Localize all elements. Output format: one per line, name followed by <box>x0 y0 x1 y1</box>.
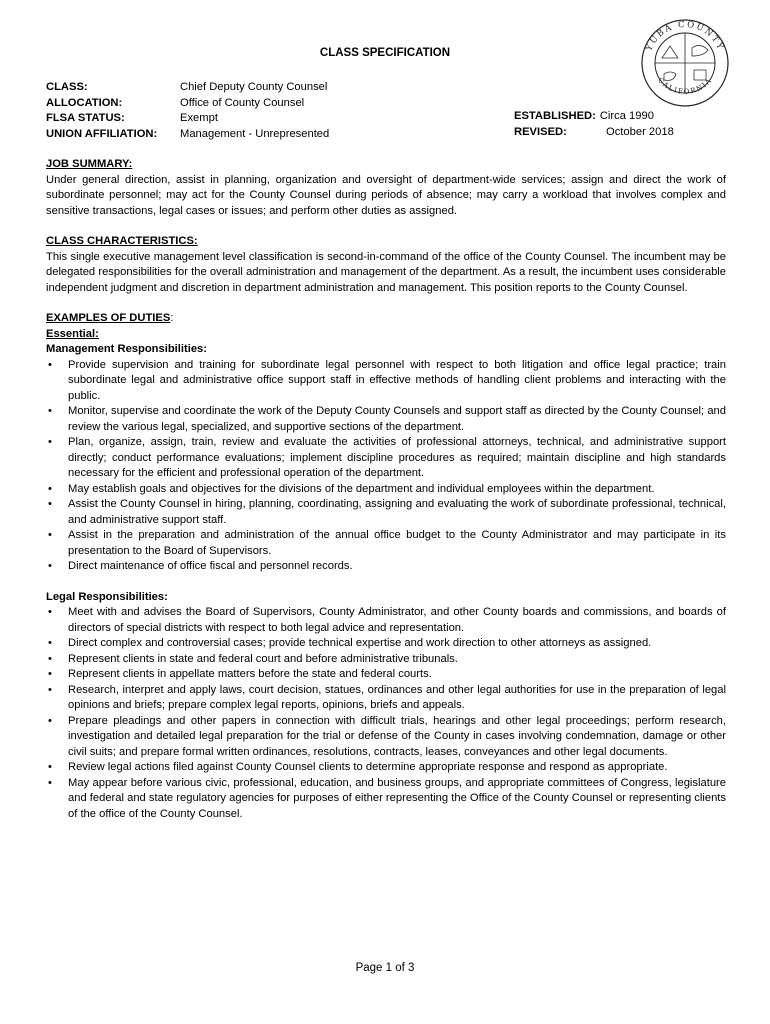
bullet-icon: • <box>48 668 52 680</box>
list-item: • Assist in the preparation and administration of the annual office budget to the County Administrator and may participate in its presentation to the Board of Supervisors. <box>48 529 726 557</box>
bullet-icon: • <box>48 560 52 572</box>
legal-heading: Legal Responsibilities: <box>46 590 168 603</box>
bullet-icon: • <box>48 529 52 541</box>
page-number: Page 1 of 3 <box>355 962 415 974</box>
bullet-icon: • <box>48 761 52 773</box>
class-characteristics-text: This single executive management level classification is second-in-command of the office of the County Counsel. The incumbent may be delegated responsibilities for the overall administration and management of the department. As a result, the incumbent uses considerable independent judgment and discretion in department administration and management. This position reports to the County Counsel. <box>46 250 726 294</box>
list-item: • May establish goals and objectives for the divisions of the department and individual employees within the department. <box>46 482 726 498</box>
list-item: • Meet with and advises the Board of Supervisors, County Administrator, and other County boards and commissions, and boards of directors of special districts with respect to both legal advice and representation. <box>48 606 726 634</box>
established-label: ESTABLISHED: <box>514 110 596 122</box>
bullet-icon: • <box>48 714 52 727</box>
header-label: FLSA STATUS: <box>46 112 125 124</box>
bullet-icon: • <box>48 498 52 510</box>
header-value: Exempt <box>180 112 218 124</box>
list-item: • Represent clients in appellate matters before the state and federal courts. <box>46 667 726 683</box>
header-row-class <box>46 80 329 96</box>
header-label: CLASS: <box>46 81 88 93</box>
bullet-icon: • <box>48 683 52 696</box>
revised-row <box>514 125 674 141</box>
examples-heading-suffix: : <box>170 312 174 324</box>
bullet-icon: • <box>48 482 52 495</box>
revised-value: October 2018 <box>606 125 674 138</box>
bullet-icon: • <box>48 776 52 789</box>
legal-list <box>46 605 726 822</box>
list-item: • Research, interpret and apply laws, court decision, statues, ordinances and other legal authorities for use in the preparation of legal opinions and briefs; prepare complex legal reports, opinions, briefs and appeals. <box>48 683 726 711</box>
header-label: ALLOCATION: <box>46 96 123 109</box>
job-summary-text: Under general direction, assist in planning, organization and oversight of department-wide services; assign and direct the work of subordinate personnel; may act for the County Counsel during periods of absence; may carry a workload that involves complex and sensitive transactions, legal cases or issues; and perform other duties as assigned. <box>46 173 726 217</box>
established-value: Circa 1990 <box>599 110 654 122</box>
document-title: CLASS SPECIFICATION <box>319 47 451 59</box>
bullet-icon: • <box>48 652 52 665</box>
list-item: • Review legal actions filed against County Counsel clients to determine appropriate response and respond as appropriate. <box>46 760 726 776</box>
header-row-allocation <box>46 96 329 112</box>
class-characteristics-heading: CLASS CHARACTERISTICS: <box>46 235 198 247</box>
bullet-icon: • <box>48 436 52 448</box>
bullet-icon: • <box>48 637 52 649</box>
revised-label: REVISED: <box>514 125 567 138</box>
header-value: Management - Unrepresented <box>180 127 330 140</box>
bullet-icon: • <box>48 606 52 618</box>
list-item: • Direct complex and controversial cases; provide technical expertise and work direction to other attorneys as assigned. <box>46 636 726 652</box>
dates-block <box>514 109 674 140</box>
established-row <box>514 109 674 125</box>
seal-text-bottom: CALIFORNIA <box>656 76 714 96</box>
header-label: UNION AFFILIATION: <box>46 127 158 140</box>
bullet-icon: • <box>48 405 52 417</box>
management-list <box>46 358 726 575</box>
list-item: • Represent clients in state and federal court and before administrative tribunals. <box>46 652 726 668</box>
header-value: Office of County Counsel <box>180 96 305 109</box>
bullet-icon: • <box>48 358 52 371</box>
seal-text-top: YUBA COUNTY <box>644 19 726 53</box>
list-item: • Plan, organize, assign, train, review and evaluate the activities of professional attorneys, technical, and administrative support directly; conduct performance evaluations; implement discipline procedures as required; maintain discipline and high standards necessary for the efficient and professional operation of the department. <box>48 436 726 479</box>
header-row-flsa <box>46 111 329 127</box>
list-item: • May appear before various civic, professional, education, and business groups, and appropriate committees of Congress, legislature and federal and state regulatory agencies for purposes of either representing the Office of the County Counsel or representing clients of the office of the County Counsel. <box>48 776 726 820</box>
essential-heading: Essential: <box>46 327 99 340</box>
county-seal-icon <box>640 18 730 108</box>
document-body <box>46 157 726 822</box>
management-heading: Management Responsibilities: <box>46 343 208 355</box>
list-item: • Provide supervision and training for subordinate legal personnel with respect to both litigation and office legal practice; train subordinate legal and administrative office support staff in effective methods of handling client problems and interacting with the public. <box>48 358 726 402</box>
list-item: • Prepare pleadings and other papers in connection with difficult trials, hearings and other legal proceedings; perform research, investigation and detailed legal preparation for the trial or defense of the County in cases involving condemnation, damage or other civil suits; and prepare formal written ordinances, resolutions, contracts, leases, conveyances and other legal documents. <box>48 714 726 758</box>
job-summary-heading: JOB SUMMARY: <box>46 158 133 170</box>
classification-header <box>46 80 329 142</box>
list-item: • Direct maintenance of office fiscal and personnel records. <box>46 559 726 575</box>
examples-heading-line <box>46 311 726 327</box>
header-value: Chief Deputy County Counsel <box>180 81 328 93</box>
header-row-union <box>46 127 329 143</box>
list-item: • Assist the County Counsel in hiring, planning, coordinating, assigning and evaluating the work of subordinate professional, technical, and administrative support staff. <box>48 498 726 526</box>
list-item: • Monitor, supervise and coordinate the work of the Deputy County Counsels and support staff as directed by the County Counsel; and review the various legal, specialized, and supportive sections of the department. <box>48 405 726 433</box>
examples-heading: EXAMPLES OF DUTIES <box>46 312 171 324</box>
